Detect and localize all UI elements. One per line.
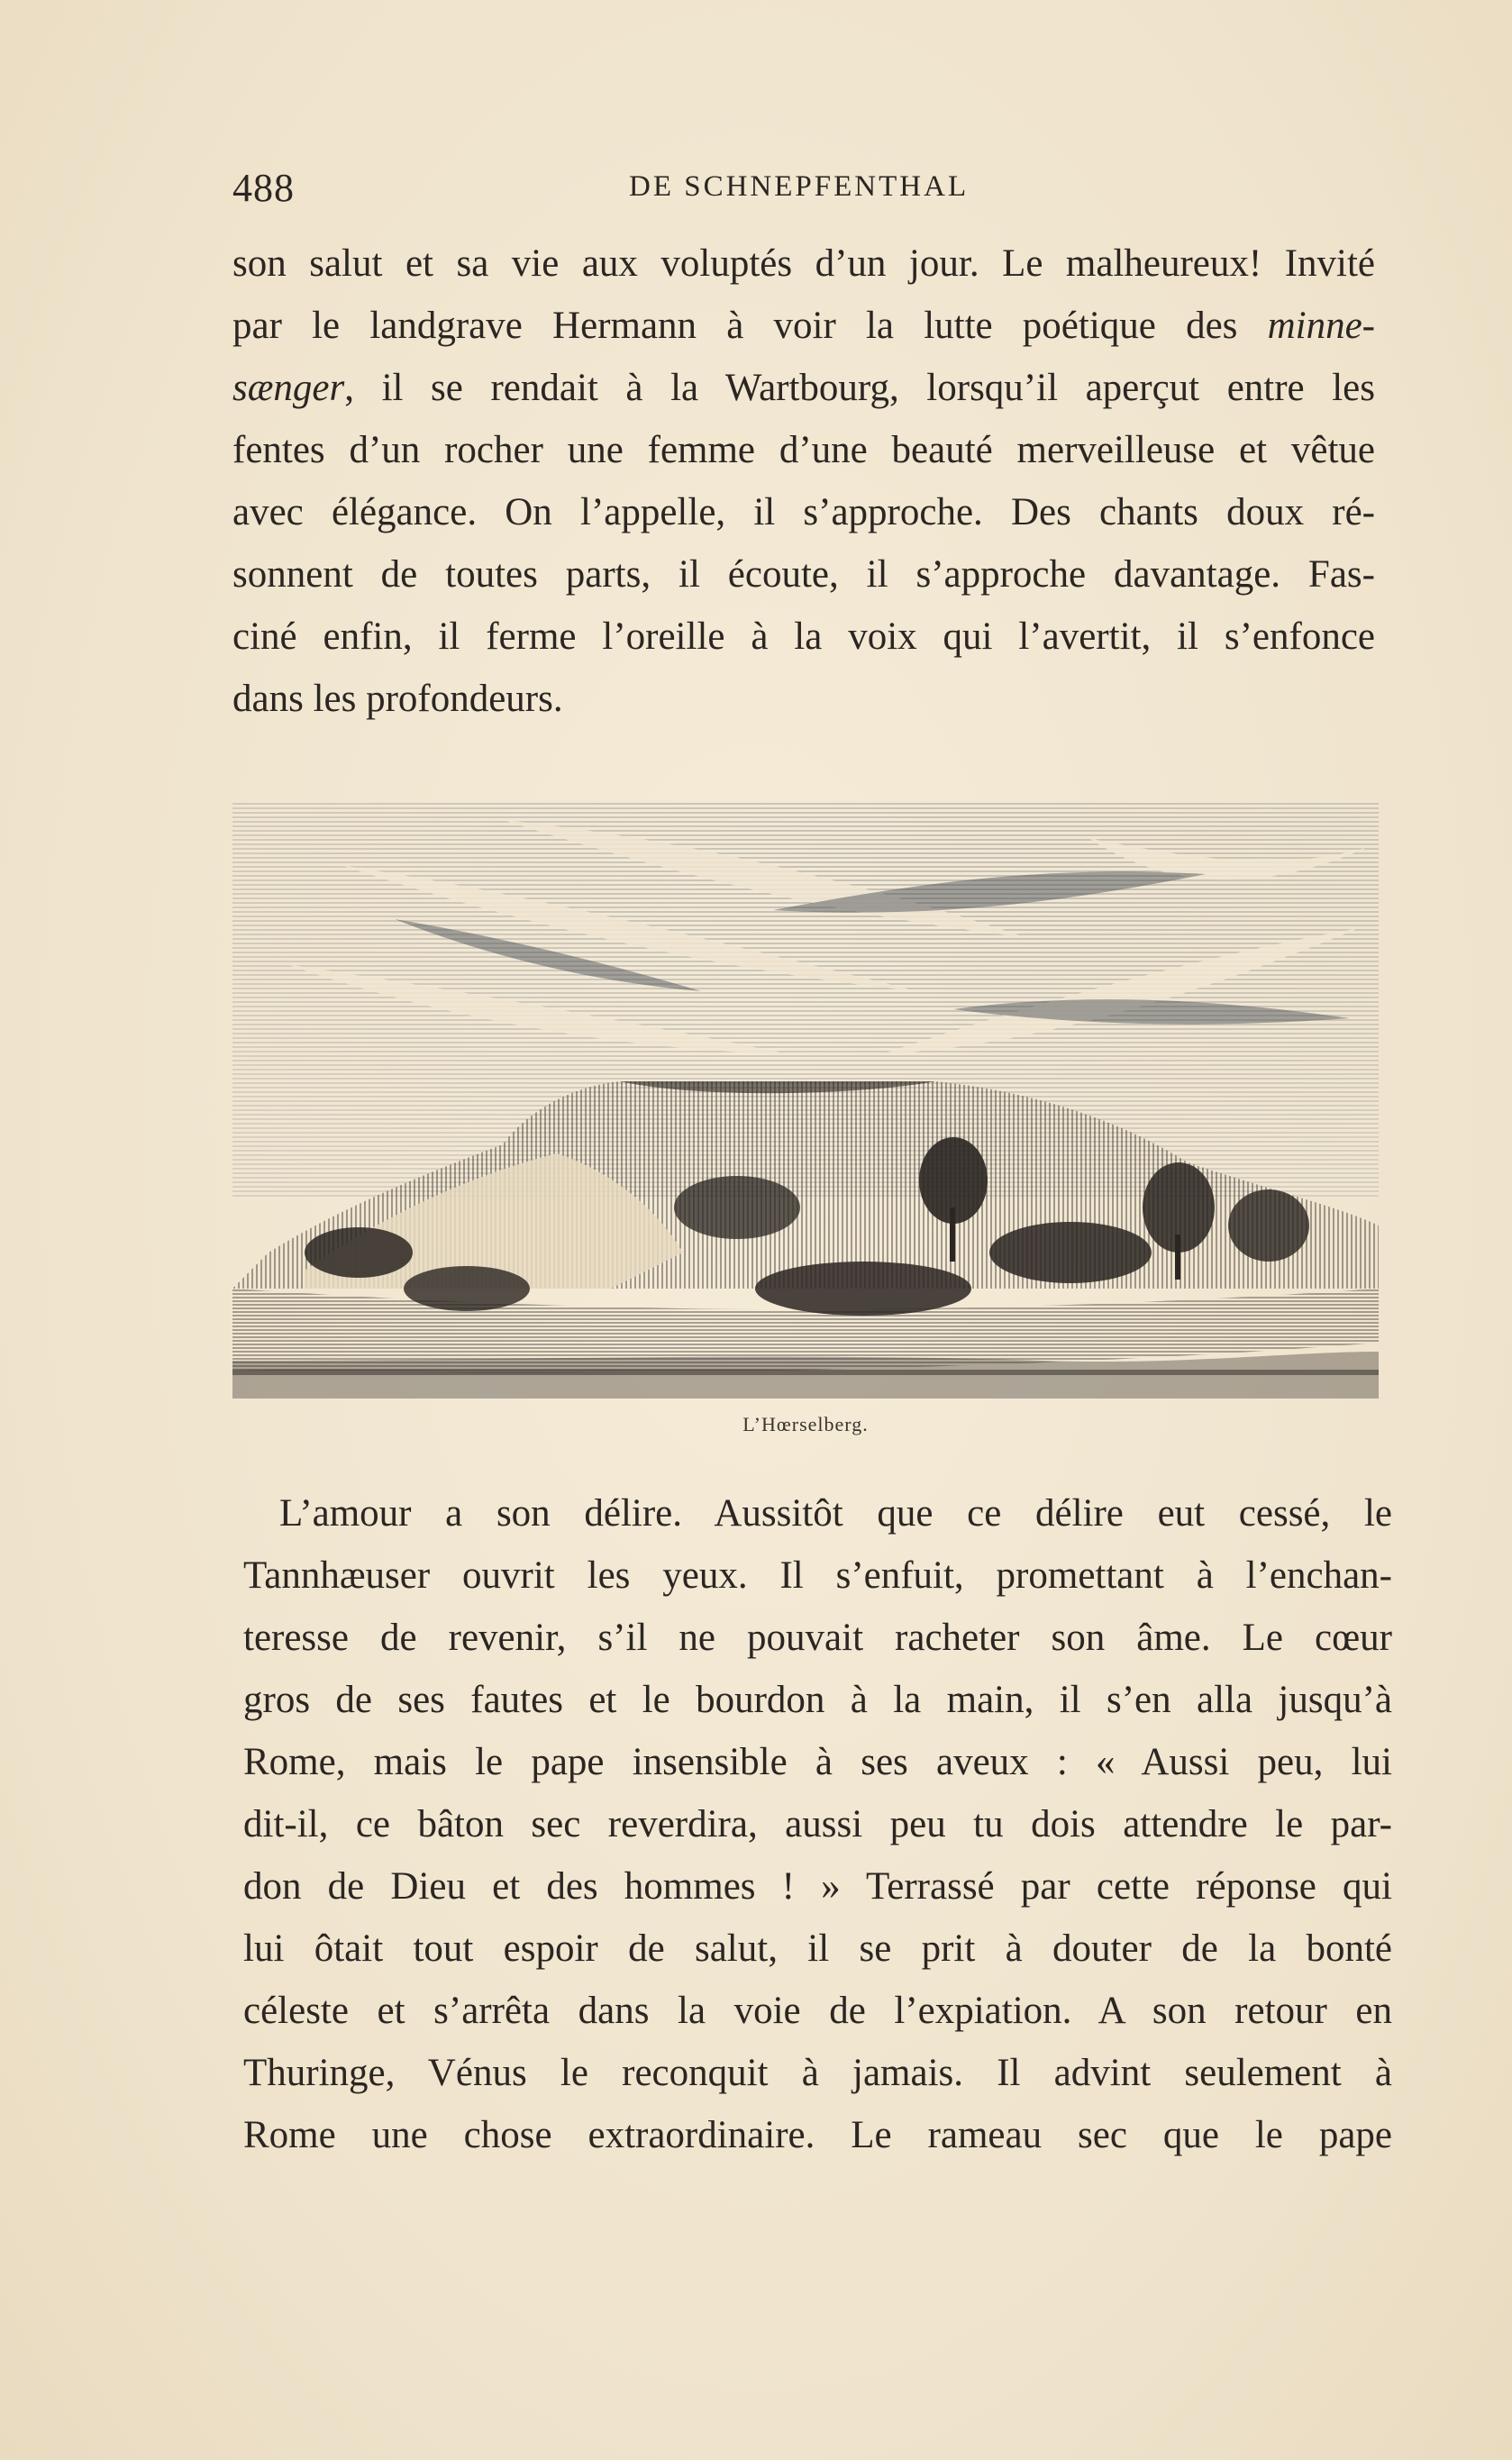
engraving-hoerselberg xyxy=(232,784,1379,1399)
text-line: Thuringe, Vénus le reconquit à jamais. Il advint seulement à xyxy=(243,2052,1392,2094)
page-number: 488 xyxy=(232,166,295,210)
text-line: Tannhæuser ouvrit les yeux. Il s’enfuit, promettant à l’enchan- xyxy=(243,1554,1392,1597)
text-line: dans les profondeurs. xyxy=(232,678,563,720)
text-line: fentes d’un rocher une femme d’une beauté merveilleuse et vêtue xyxy=(232,429,1375,471)
text-fragment: par le landgrave Hermann à voir la lutte poétique des xyxy=(232,305,1268,347)
text-line: sonnent de toutes parts, il écoute, il s’approche davantage. Fas- xyxy=(232,553,1375,596)
text-line: dit-il, ce bâton sec reverdira, aussi peu tu dois attendre le par- xyxy=(243,1803,1392,1845)
text-line xyxy=(232,295,1375,357)
text-line: céleste et s’arrêta dans la voie de l’expiation. A son retour en xyxy=(243,1990,1392,2032)
text-line: Rome une chose extraordinaire. Le rameau sec que le pape xyxy=(243,2114,1392,2156)
text-line: L’amour a son délire. Aussitôt que ce délire eut cessé, le xyxy=(279,1492,1392,1535)
text-line: teresse de revenir, s’il ne pouvait racheter son âme. Le cœur xyxy=(243,1617,1392,1659)
running-head: DE SCHNEPFENTHAL xyxy=(629,170,970,203)
figure-caption: L’Hœrselberg. xyxy=(742,1413,869,1435)
text-line: lui ôtait tout espoir de salut, il se prit à douter de la bonté xyxy=(243,1927,1392,1970)
italic-term: minne- xyxy=(1267,305,1375,347)
text-line: son salut et sa vie aux voluptés d’un jour. Le malheureux! Invité xyxy=(232,242,1375,285)
italic-term: sænger xyxy=(232,367,345,409)
text-line: avec élégance. On l’appelle, il s’approche. Des chants doux ré- xyxy=(232,491,1375,533)
engraving-illustration xyxy=(232,784,1379,1399)
text-line: gros de ses fautes et le bourdon à la main, il s’en alla jusqu’à xyxy=(243,1679,1392,1721)
text-fragment: , il se rendait à la Wartbourg, lorsqu’il aperçut entre les xyxy=(344,367,1375,409)
text-line xyxy=(232,357,1375,419)
text-line: ciné enfin, il ferme l’oreille à la voix qui l’avertit, il s’enfonce xyxy=(232,615,1375,658)
text-line: don de Dieu et des hommes ! » Terrassé par cette réponse qui xyxy=(243,1865,1392,1908)
paragraph-top xyxy=(232,232,1375,730)
text-line: Rome, mais le pape insensible à ses aveux : « Aussi peu, lui xyxy=(243,1741,1392,1783)
paragraph-bottom xyxy=(243,1482,1392,2166)
page-header xyxy=(232,165,1377,219)
